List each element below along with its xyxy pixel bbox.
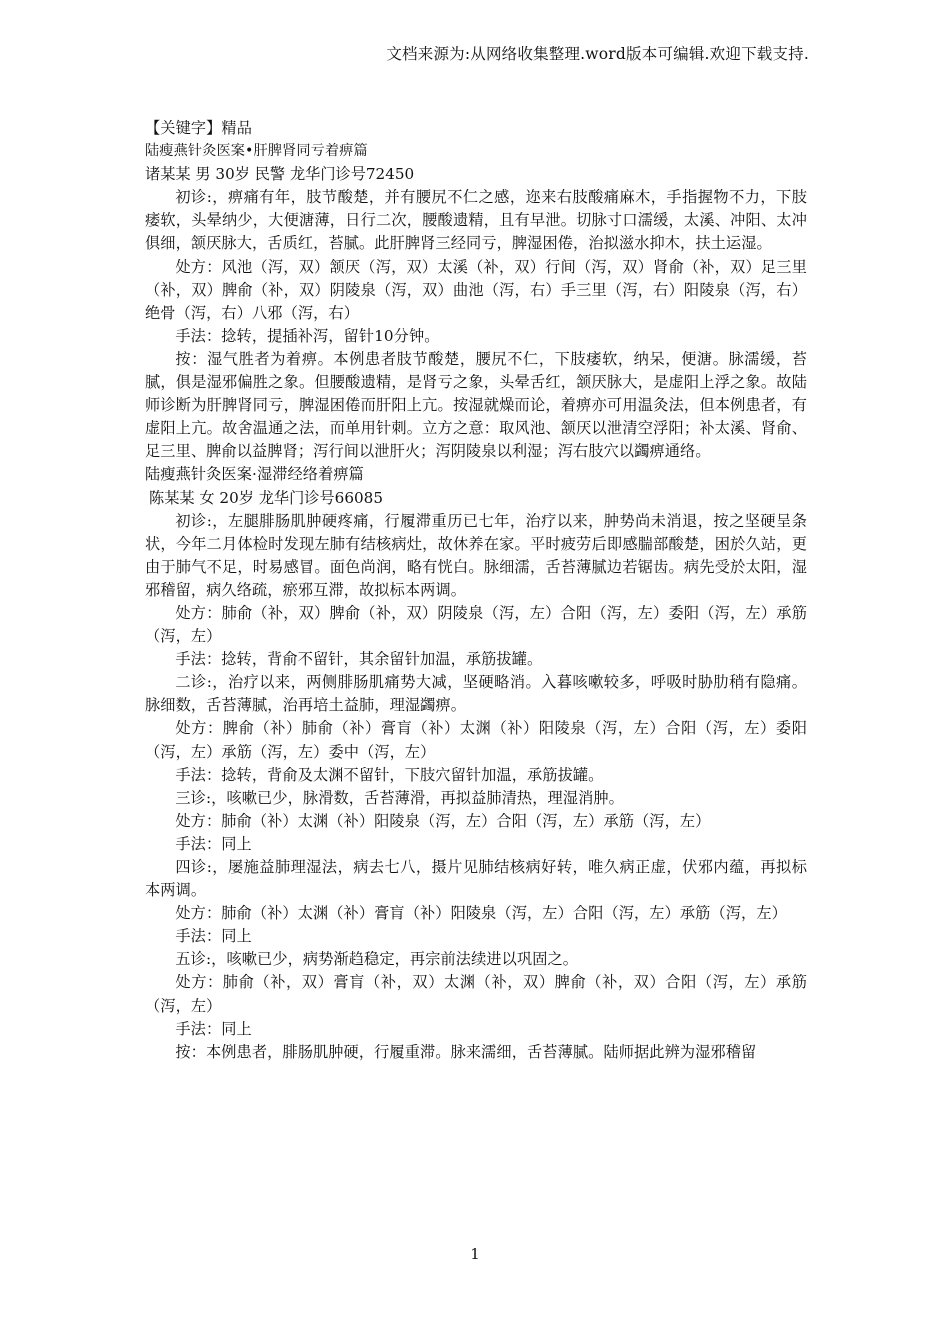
case1-technique: 手法：捻转，提插补泻，留针10分钟。 xyxy=(175,326,440,345)
case1-note: 按：湿气胜者为着痹。本例患者肢节酸楚，腰尻不仁，下肢痿软，纳呆，便溏。脉濡缓，苔腻，俱是湿邪偏胜之象。但腰酸遗精，是肾亏之象，头晕舌红，颔厌脉大，是虚阳上浮之象。故陆师诊断为肝脾肾同亏，脾湿困倦而肝阳上亢。按湿就燥而论，着痹亦可用温灸法，但本例患者，有虚阳上亢。故舍温通之法，而单用针刺。立方之意：取风池、颔厌以泄清空浮阳；补太溪、肾俞、足三里、脾俞以益脾肾；泻行间以泄肝火；泻阴陵泉以利湿；泻右肢穴以蠲痹通络。 xyxy=(145,349,807,461)
page-number: 1 xyxy=(470,1245,480,1263)
case2-second-visit: 二诊:，治疗以来，两侧腓肠肌痛势大减，坚硬略消。入暮咳嗽较多，呼吸时胁肋稍有隐痛。脉细数，舌苔薄腻，治再培土益肺，理湿蠲痹。 xyxy=(145,673,807,715)
case2-prescription-5: 处方：肺俞（补，双）膏肓（补，双）太渊（补，双）脾俞（补，双）合阳（泻，左）承筋（泻，左） xyxy=(145,973,807,1015)
case1-title: 陆瘦燕针灸医案•肝脾肾同亏着痹篇 xyxy=(145,143,368,160)
case2-technique-3: 手法：同上 xyxy=(175,834,252,853)
case2-technique-4: 手法：同上 xyxy=(175,927,252,946)
document-body xyxy=(145,117,807,1064)
case2-technique-1: 手法：捻转，背俞不留针，其余留针加温，承筋拔罐。 xyxy=(175,650,543,669)
case2-fourth-visit: 四诊:，屡施益肺理湿法，病去七八，摄片见肺结核病好转，唯久病正虚，伏邪内蕴，再拟标本两调。 xyxy=(145,858,807,900)
case2-technique-2: 手法：捻转，背俞及太渊不留针，下肢穴留针加温，承筋拔罐。 xyxy=(175,765,604,784)
keyword-line: 【关键字】精品 xyxy=(145,119,253,137)
case1-patient-info: 诸某某 男 30岁 民警 龙华门诊号72450 xyxy=(145,165,415,184)
case2-prescription-3: 处方：肺俞（补）太渊（补）阳陵泉（泻，左）合阳（泻，左）承筋（泻，左） xyxy=(175,811,711,830)
case2-note: 按：本例患者，腓肠肌肿硬，行履重滞。脉来濡细，舌苔薄腻。陆师据此辨为湿邪稽留 xyxy=(175,1042,757,1061)
case1-prescription: 处方：风池（泻，双）颔厌（泻，双）太溪（补，双）行间（泻，双）肾俞（补，双）足三里（补，双）脾俞（补，双）阴陵泉（泻，双）曲池（泻，右）手三里（泻，右）阳陵泉（泻，右）绝骨（泻，右）八邪（泻，右） xyxy=(145,257,807,322)
case2-prescription-1: 处方：肺俞（补，双）脾俞（补，双）阴陵泉（泻，左）合阳（泻，左）委阳（泻，左）承筋（泻，左） xyxy=(145,603,807,646)
case2-first-visit: 初诊:，左腿腓肠肌肿硬疼痛，行履滞重历已七年，治疗以来，肿势尚未消退，按之坚硬呈条状，今年二月体检时发现左肺有结核病灶，故休养在家。平时疲劳后即感腨部酸楚，困於久站，更由于肺气不足，时易感冒。面色尚润，略有恍白。脉细濡，舌苔薄腻边若锯齿。病先受於太阳，湿邪稽留，病久络疏，瘀邪互滞，故拟标本两调。 xyxy=(145,511,807,599)
case1-first-visit: 初诊:，痹痛有年，肢节酸楚，并有腰尻不仁之感，迩来右肢酸痛麻木，手指握物不力，下肢痿软，头晕纳少，大便溏薄，日行二次，腰酸遗精，且有早泄。切脉寸口濡缓，太溪、冲阳、太冲俱细，颔厌脉大，舌质红，苔腻。此肝脾肾三经同亏，脾湿困倦，治拟滋水抑木，扶土运湿。 xyxy=(145,188,807,253)
case2-title: 陆瘦燕针灸医案·湿滞经络着痹篇 xyxy=(145,465,364,484)
case2-fifth-visit: 五诊:，咳嗽已少，病势渐趋稳定，再宗前法续进以巩固之。 xyxy=(175,950,579,969)
case2-prescription-2: 处方：脾俞（补）肺俞（补）膏肓（补）太渊（补）阳陵泉（泻，左）合阳（泻，左）委阳（泻，左）承筋（泻，左）委中（泻，左） xyxy=(145,719,807,761)
header-note: 文档来源为:从网络收集整理.word版本可编辑.欢迎下载支持. xyxy=(386,45,809,63)
case2-technique-5: 手法：同上 xyxy=(175,1019,252,1038)
case2-prescription-4: 处方：肺俞（补）太渊（补）膏肓（补）阳陵泉（泻，左）合阳（泻，左）承筋（泻，左） xyxy=(175,904,787,923)
case2-patient-info: 陈某某 女 20岁 龙华门诊号66085 xyxy=(149,488,383,507)
case2-third-visit: 三诊:，咳嗽已少，脉滑数，舌苔薄滑，再拟益肺清热，理湿消肿。 xyxy=(175,788,624,807)
